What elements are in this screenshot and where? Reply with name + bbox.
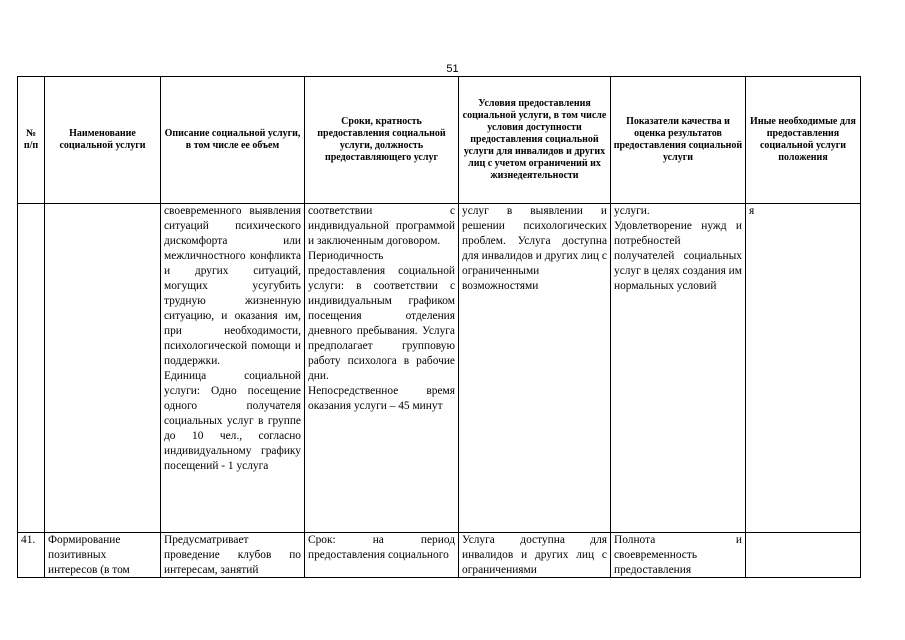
header-other: Иные необходимые для предоставления социальной услуги положения (746, 77, 861, 204)
other-cell: я (746, 204, 861, 533)
terms-cell: Срок: на период предоставления социального (305, 533, 459, 578)
header-description: Описание социальной услуги, в том числе ее объем (161, 77, 305, 204)
terms-cell: соответствии с индивидуальной программой и заключенным договором. Периодичность предоставления социальной услуги: в соответствии с индивидуальным графиком посещения отделения дневного пребывания. Услуга предполагает групповую работу психолога в рабочие дни. Непосредственное время оказания услуги – 45 минут (305, 204, 459, 533)
quality-cell: услуги. Удовлетворение нужд и потребностей получателей социальных услуг в целях создания им нормальных условий (611, 204, 746, 533)
description-cell: Предусматривает проведение клубов по интересам, занятий (161, 533, 305, 578)
table-row (18, 204, 861, 533)
row-number-cell (18, 204, 45, 533)
header-service-name: Наименование социальной услуги (45, 77, 161, 204)
header-conditions: Условия предоставления социальной услуги, в том числе условия доступности предоставления социальной услуги для инвалидов и других лиц с учетом ограничений их жизнедеятельности (459, 77, 611, 204)
description-cell: своевременного выявления ситуаций психического дискомфорта или межличностного конфликта и других ситуаций, могущих усугубить трудную жизненную ситуацию, и оказания им, при необходимости, психологической помощи и поддержки. Единица социальной услуги: Одно посещение одного получателя социальных услуг в группе до 10 чел., согласно индивидуальному графику посещений - 1 услуга (161, 204, 305, 533)
service-name-cell: Формирование позитивных интересов (в том (45, 533, 161, 578)
page-number: 51 (446, 63, 459, 75)
social-services-table (17, 76, 861, 578)
header-quality: Показатели качества и оценка результатов предоставления социальной услуги (611, 77, 746, 204)
header-terms: Сроки, кратность предоставления социальной услуги, должность предоставляющего услуг (305, 77, 459, 204)
conditions-cell: Услуга доступна для инвалидов и других лиц с ограничениями (459, 533, 611, 578)
row-number-cell: 41. (18, 533, 45, 578)
header-number: № п/п (18, 77, 45, 204)
conditions-cell: услуг в выявлении и решении психологических проблем. Услуга доступна для инвалидов и других лиц с ограниченными возможностями (459, 204, 611, 533)
other-cell (746, 533, 861, 578)
table-header-row (18, 77, 861, 204)
service-name-cell (45, 204, 161, 533)
quality-cell: Полнота и своевременность предоставления (611, 533, 746, 578)
table-row (18, 533, 861, 578)
